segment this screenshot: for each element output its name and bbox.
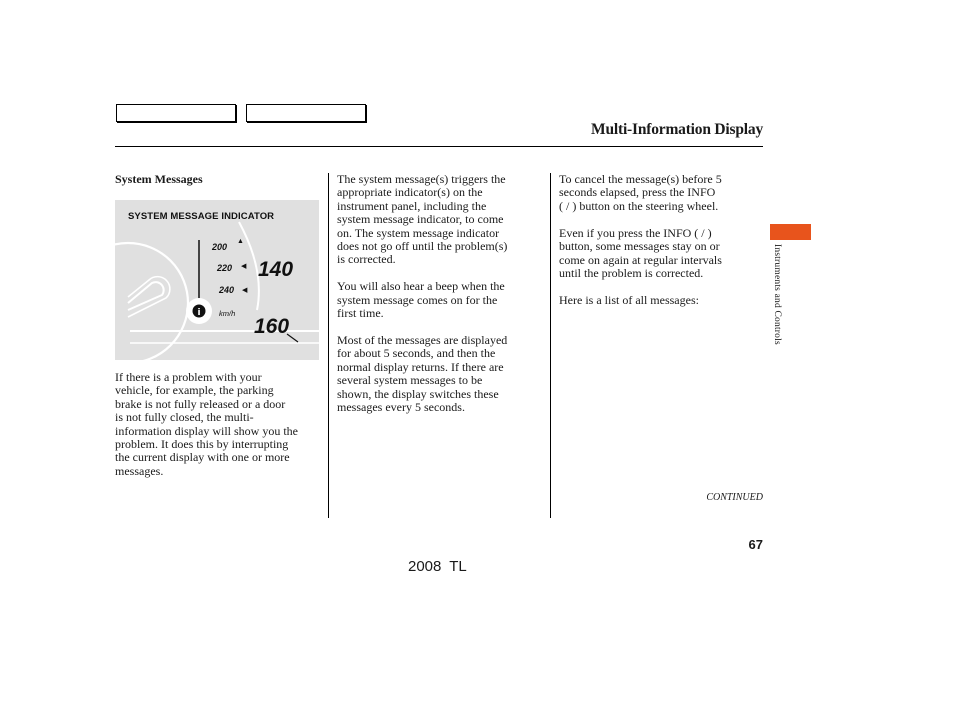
column2-paragraph-2: You will also hear a beep when the system message comes on for the first time. [337, 279, 505, 321]
section-heading: System Messages [115, 172, 203, 186]
column2-paragraph-1: The system message(s) triggers the appropriate indicator(s) on the instrument panel, including the system message indicator, to come on. The system message indicator does not go off until the problem(s) is corrected. [337, 172, 508, 267]
column-2 [337, 173, 542, 428]
column-divider-2 [550, 173, 551, 518]
speed-label-240: 240 [219, 284, 235, 295]
page-number: 67 [748, 537, 763, 552]
system-message-indicator-figure [115, 200, 319, 360]
column2-paragraph-3: Most of the messages are displayed for about 5 seconds, and then the normal display returns. If there are several system messages to be shown, the display switches these messages every 5 seconds. [337, 333, 508, 415]
big-speed-160: 160 [254, 314, 290, 338]
column1-paragraph: If there is a problem with your vehicle, for example, the parking brake is not fully released or a door is not fully closed, the multi- information display will show you the problem. It does this by interrupting the current display with one or more messages. [115, 369, 298, 478]
nav-tab-1[interactable] [116, 104, 236, 122]
column3-paragraph-1: To cancel the message(s) before 5 seconds elapsed, press the INFO ( / ) button on the steering wheel. [559, 172, 722, 213]
tick-marker-220: ◀ [241, 261, 247, 270]
continued-label: CONTINUED [706, 492, 763, 503]
info-icon-glyph: i [197, 307, 201, 318]
column-3 [559, 173, 769, 321]
digit-underline [287, 334, 298, 342]
tick-marker-240: ◀ [242, 285, 248, 294]
nav-tab-2[interactable] [246, 104, 366, 122]
speed-label-220: 220 [217, 262, 233, 273]
gauge-illustration [115, 200, 319, 360]
column3-paragraph-3: Here is a list of all messages: [559, 292, 699, 307]
column-1 [115, 173, 323, 492]
model-label: 2008 TL [408, 558, 467, 575]
section-side-label: Instruments and Controls [772, 244, 782, 345]
gauge-needle [128, 282, 164, 310]
column-divider-1 [328, 173, 329, 518]
section-tab[interactable] [770, 224, 811, 240]
tick-marker-200: ▲ [237, 236, 244, 245]
column3-paragraph-2: Even if you press the INFO ( / ) button, some messages stay on or come on again at regular intervals until the problem is corrected. [559, 225, 722, 280]
page-title: Multi-Information Display [591, 121, 763, 138]
big-speed-140: 140 [258, 257, 294, 281]
speed-label-200: 200 [212, 241, 228, 252]
figure-label: SYSTEM MESSAGE INDICATOR [128, 210, 275, 222]
unit-label: km/h [219, 308, 236, 318]
title-rule [115, 146, 763, 147]
